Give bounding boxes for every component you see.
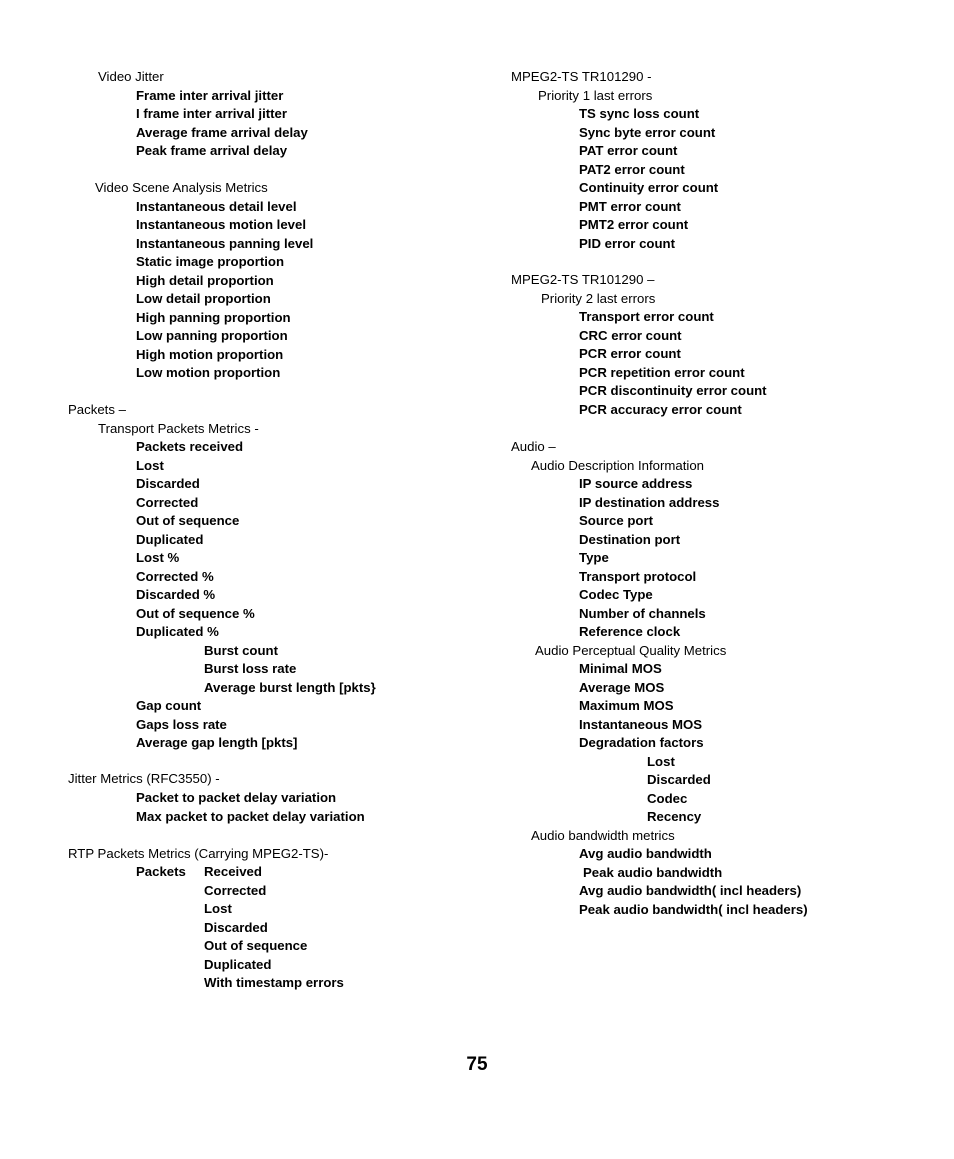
metric-item: Number of channels bbox=[579, 605, 706, 621]
metric-item: Peak audio bandwidth( incl headers) bbox=[579, 901, 808, 917]
metric-item: Frame inter arrival jitter bbox=[136, 87, 284, 103]
metric-item: Instantaneous MOS bbox=[579, 716, 703, 732]
metric-item: Instantaneous motion level bbox=[136, 217, 307, 232]
metric-item: Avg audio bandwidth bbox=[579, 846, 712, 861]
page-number: 75 bbox=[466, 1054, 488, 1075]
metric-subitem: Burst loss rate bbox=[204, 661, 297, 676]
metric-item: High panning proportion bbox=[136, 309, 291, 325]
metric-item: High motion proportion bbox=[136, 346, 284, 362]
metric-item: Instantaneous panning level bbox=[136, 235, 314, 251]
metric-item: PMT error count bbox=[579, 198, 681, 214]
metric-item: Reference clock bbox=[579, 624, 681, 639]
metric-item: PMT2 error count bbox=[579, 217, 689, 232]
metric-item: Low panning proportion bbox=[136, 328, 288, 343]
metric-item: Max packet to packet delay variation bbox=[136, 808, 365, 824]
section-heading: MPEG2-TS TR101290 – bbox=[511, 272, 655, 287]
metric-item: Instantaneous detail level bbox=[136, 198, 297, 214]
metric-item: Packets received bbox=[136, 439, 244, 454]
metric-subitem: Out of sequence bbox=[204, 938, 308, 953]
metric-item: TS sync loss count bbox=[579, 106, 700, 121]
metric-item: Average frame arrival delay bbox=[136, 124, 308, 140]
section-heading: RTP Packets Metrics (Carrying MPEG2-TS)- bbox=[68, 845, 329, 861]
metric-item: I frame inter arrival jitter bbox=[136, 106, 287, 121]
section-heading: MPEG2-TS TR101290 - bbox=[511, 69, 652, 84]
metric-item: CRC error count bbox=[579, 327, 682, 343]
metric-subitem: Lost bbox=[647, 753, 675, 769]
metric-item: Lost bbox=[136, 457, 164, 473]
metric-item: IP destination address bbox=[579, 494, 720, 510]
metric-item: High detail proportion bbox=[136, 272, 274, 288]
metric-item: Avg audio bandwidth( incl headers) bbox=[579, 883, 802, 898]
metric-item: Average gap length [pkts] bbox=[136, 735, 298, 750]
metric-item: Static image proportion bbox=[136, 254, 285, 269]
metric-item: Codec Type bbox=[579, 587, 653, 602]
subsection-heading: Audio Perceptual Quality Metrics bbox=[535, 642, 727, 658]
metric-item: Low motion proportion bbox=[136, 365, 281, 380]
metric-subitem: Burst count bbox=[204, 642, 278, 658]
metric-item: Maximum MOS bbox=[579, 698, 674, 713]
subsection-heading: Transport Packets Metrics - bbox=[98, 420, 259, 436]
metric-subitem: Codec bbox=[647, 790, 688, 806]
metric-item: Peak frame arrival delay bbox=[136, 143, 288, 158]
metric-item: Low detail proportion bbox=[136, 291, 271, 306]
metric-item: Source port bbox=[579, 513, 654, 528]
subsection-heading: Priority 1 last errors bbox=[538, 87, 653, 103]
subsection-heading: Priority 2 last errors bbox=[541, 291, 656, 306]
metric-subitem: Lost bbox=[204, 901, 232, 916]
metric-item: Transport error count bbox=[579, 309, 714, 324]
metric-item: Average MOS bbox=[579, 679, 665, 695]
metric-item: Gap count bbox=[136, 698, 202, 713]
packets-label: Packets bbox=[136, 864, 186, 879]
subsection-heading: Audio Description Information bbox=[531, 457, 704, 473]
metric-item: Peak audio bandwidth bbox=[583, 864, 723, 880]
metric-subitem: Received bbox=[204, 864, 262, 879]
metric-item: Minimal MOS bbox=[579, 661, 662, 676]
metric-item: Out of sequence bbox=[136, 513, 240, 528]
metric-item: Discarded % bbox=[136, 587, 216, 602]
metric-item: IP source address bbox=[579, 476, 693, 491]
metric-item: PAT2 error count bbox=[579, 161, 685, 177]
metric-item: PCR repetition error count bbox=[579, 364, 745, 380]
section-heading: Video Scene Analysis Metrics bbox=[95, 180, 268, 195]
metric-item: Continuity error count bbox=[579, 180, 719, 195]
metric-item: Duplicated % bbox=[136, 624, 219, 639]
section-heading: Video Jitter bbox=[98, 69, 164, 84]
metric-item: Transport protocol bbox=[579, 568, 697, 584]
metric-subitem: Discarded bbox=[647, 772, 711, 787]
metric-subitem: Corrected bbox=[204, 882, 267, 898]
metric-item: Sync byte error count bbox=[579, 124, 716, 140]
metric-item: Discarded bbox=[136, 476, 200, 491]
metric-item: Degradation factors bbox=[579, 735, 704, 750]
subsection-heading: Audio bandwidth metrics bbox=[531, 827, 675, 843]
metric-item: Gaps loss rate bbox=[136, 716, 227, 732]
metric-item: Type bbox=[579, 550, 609, 565]
metric-item: Destination port bbox=[579, 531, 681, 547]
metric-item: PCR error count bbox=[579, 346, 681, 361]
metric-subitem: Duplicated bbox=[204, 956, 272, 972]
metric-item: Corrected bbox=[136, 494, 199, 510]
section-heading: Packets – bbox=[68, 402, 126, 417]
metric-item: Packet to packet delay variation bbox=[136, 790, 337, 805]
section-heading: Audio – bbox=[511, 439, 556, 454]
metric-subitem: Average burst length [pkts} bbox=[204, 679, 376, 695]
section-heading: Jitter Metrics (RFC3550) - bbox=[68, 771, 220, 786]
metric-item: Duplicated bbox=[136, 531, 204, 547]
metric-subitem: Recency bbox=[647, 809, 702, 824]
metric-item: PID error count bbox=[579, 235, 675, 251]
metric-subitem: Discarded bbox=[204, 919, 268, 935]
metric-item: PAT error count bbox=[579, 143, 678, 158]
metric-item: Out of sequence % bbox=[136, 605, 255, 621]
metric-item: Lost % bbox=[136, 550, 180, 565]
metric-item: Corrected % bbox=[136, 568, 214, 584]
metric-item: PCR discontinuity error count bbox=[579, 383, 767, 398]
metric-item: PCR accuracy error count bbox=[579, 401, 742, 417]
metric-subitem: With timestamp errors bbox=[204, 975, 344, 990]
